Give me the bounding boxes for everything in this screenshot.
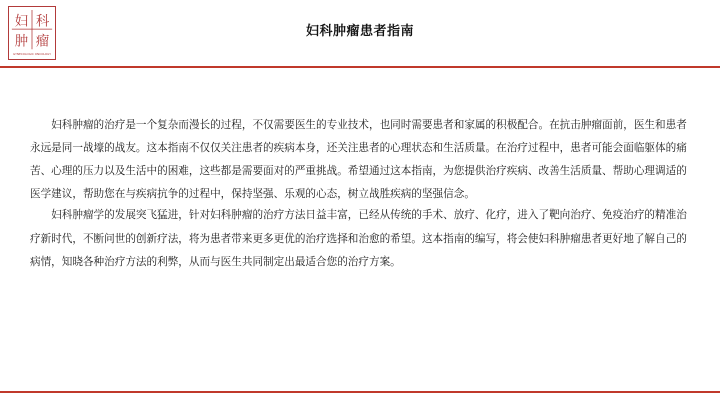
- logo-char-2: 科: [35, 14, 50, 30]
- footer-divider: [0, 391, 720, 393]
- header-divider: [0, 66, 720, 68]
- paragraph-intro: 妇科肿瘤的治疗是一个复杂而漫长的过程，不仅需要医生的专业技术，也同时需要患者和家属的积极配合。在抗击肿瘤面前，医生和患者永远是同一战壕的战友。这本指南不仅仅关注患者的疾病本身，还关注患者的心理状态和生活质量。在治疗过程中，患者可能会面临躯体的痛苦、心理的压力以及生活中的困难，这些都是需要面对的严重挑战。希望通过这本指南，为您提供治疗疾病、改善生活质量、帮助心理调适的医学建议，帮助您在与疾病抗争的过程中，保持坚强、乐观的心态，树立战胜疾病的坚强信念。: [30, 119, 687, 200]
- guide-body: [30, 114, 692, 275]
- logo-char-3: 肿: [14, 34, 29, 50]
- logo-caption: GYNECOLOGIC ONCOLOGY: [13, 52, 51, 57]
- logo-char-1: 妇: [14, 14, 29, 30]
- logo-char-4: 瘤: [35, 34, 50, 50]
- page-title: 妇科肿瘤患者指南: [305, 24, 414, 39]
- paragraph-development: 妇科肿瘤学的发展突飞猛进，针对妇科肿瘤的治疗方法日益丰富，已经从传统的手术、放疗、化疗，进入了靶向治疗、免疫治疗的精准治疗新时代，不断问世的创新疗法，将为患者带来更多更优的治疗选择和治愈的希望。这本指南的编写，将会使妇科肿瘤患者更好地了解自己的病情，知晓各种治疗方法的利弊，从而与医生共同制定出最适合您的治疗方案。: [30, 209, 687, 268]
